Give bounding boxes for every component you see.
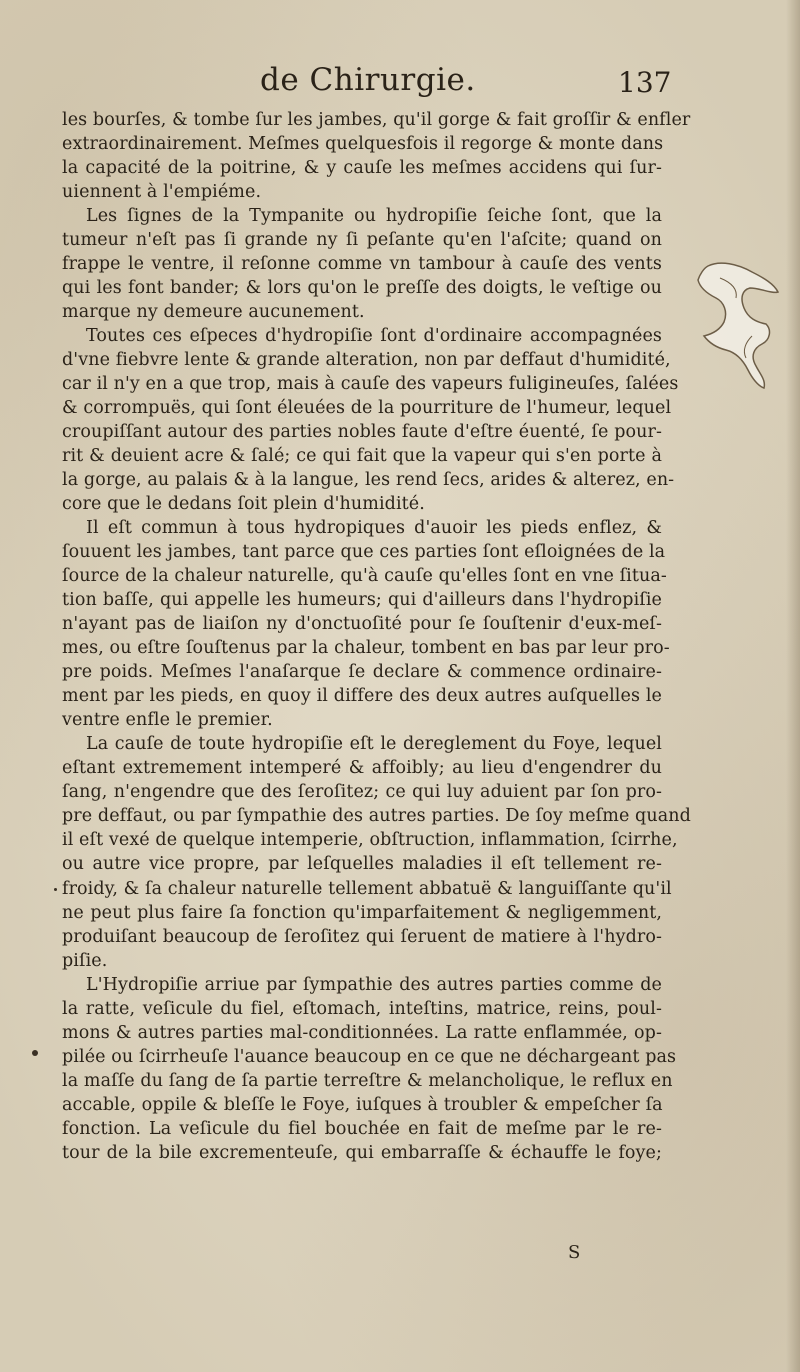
running-head-title: de Chirurgie. <box>260 62 476 98</box>
text-line: mons & autres parties mal-conditionnées. La ratte enflammée, op- <box>62 1022 662 1043</box>
text-line: accable, oppile & bleſſe le Foye, iuſques à troubler & empeſcher ſa <box>62 1094 663 1115</box>
text-line: les bourſes, & tombe ſur les jambes, qu'il gorge & fait groſſir & enfler <box>62 110 691 130</box>
text-line: tumeur n'eſt pas ſi grande ny ſi peſante qu'en l'aſcite; quand on <box>62 230 662 251</box>
signature-mark: S <box>568 1242 581 1263</box>
text-line: Toutes ces eſpeces d'hydropiſie ſont d'ordinaire accompagnées <box>86 326 662 347</box>
text-line: ne peut plus faire ſa fonction qu'imparfaitement & negligemment, <box>62 902 662 923</box>
text-line: frappe le ventre, il reſonne comme vn tambour à cauſe des vents <box>62 254 662 275</box>
text-line: marque ny demeure aucunement. <box>62 302 365 323</box>
text-line: eſtant extremement intemperé & affoibly; au lieu d'engendrer du <box>62 758 662 779</box>
text-line: tion baſſe, qui appelle les humeurs; qui d'ailleurs dans l'hydropiſie <box>62 590 662 611</box>
text-line: La cauſe de toute hydropiſie eſt le dereglement du Foye, lequel <box>86 734 662 755</box>
text-line: extraordinairement. Meſmes quelquesfois il regorge & monte dans <box>62 134 664 155</box>
text-line: mes, ou eſtre ſouſtenus par la chaleur, tombent en bas par leur pro- <box>62 638 670 659</box>
text-line: pilée ou ſcirrheuſe l'auance beaucoup en ce que ne déchargeant pas <box>62 1046 677 1067</box>
text-line: il eſt vexé de quelque intemperie, obſtruction, inflammation, ſcirrhe, <box>62 830 678 851</box>
paper-damage-mark <box>690 258 790 398</box>
text-line: uiennent à l'empiéme. <box>62 182 262 203</box>
text-line: car il n'y en a que trop, mais à cauſe des vapeurs fuligineuſes, ſalées <box>62 374 679 395</box>
text-line: qui les font bander; & lors qu'on le preſſe des doigts, le veſtige ou <box>62 278 662 299</box>
text-line: la maſſe du ſang de ſa partie terreſtre & melancholique, le reflux en <box>62 1070 673 1091</box>
text-line: d'vne fiebvre lente & grande alteration, non par deffaut d'humidité, <box>62 350 671 371</box>
text-line: rit & deuient acre & ſalé; ce qui fait que la vapeur qui s'en porte à <box>62 446 662 467</box>
text-line: & corrompuës, qui ſont éleuées de la pourriture de l'humeur, lequel <box>62 398 672 419</box>
text-line: piſie. <box>62 950 108 971</box>
text-line: Il eſt commun à tous hydropiques d'auoir les pieds enflez, & <box>86 518 662 539</box>
text-line: produiſant beaucoup de ſeroſitez qui ſeruent de matiere à l'hydro- <box>62 926 662 947</box>
text-line: pre deffaut, ou par ſympathie des autres parties. De ſoy meſme quand <box>62 806 691 827</box>
body-text <box>62 108 691 1165</box>
page-number: 137 <box>618 66 672 99</box>
text-line: la capacité de la poitrine, & y cauſe les meſmes accidens qui ſur- <box>62 158 662 179</box>
margin-ink-dot <box>32 1050 38 1056</box>
text-line: ment par les pieds, en quoy il differe des deux autres auſquelles le <box>62 686 662 707</box>
text-line: ou autre vice propre, par leſquelles maladies il eſt tellement re- <box>62 854 662 875</box>
running-head <box>60 62 672 106</box>
text-line: fonction. La veſicule du fiel bouchée en fait de meſme par le re- <box>62 1118 662 1139</box>
text-line: L'Hydropiſie arriue par ſympathie des autres parties comme de <box>86 974 662 995</box>
page-edge-shadow <box>786 0 800 1372</box>
text-line: ventre enfle le premier. <box>62 710 273 731</box>
text-line: ſouuent les jambes, tant parce que ces parties ſont eſloignées de la <box>62 542 666 563</box>
text-line: ſource de la chaleur naturelle, qu'à cauſe qu'elles ſont en vne ſitua- <box>62 566 667 587</box>
margin-ink-dot <box>54 888 57 891</box>
text-line: tour de la bile excrementeuſe, qui embarraſſe & échauffe le foye; <box>62 1142 662 1163</box>
text-line: core que le dedans ſoit plein d'humidité. <box>62 494 425 515</box>
text-line: n'ayant pas de liaiſon ny d'onctuoſité pour ſe ſouſtenir d'eux-meſ- <box>62 614 662 635</box>
text-line: Les ſignes de la Tympanite ou hydropiſie ſeiche ſont, que la <box>86 206 662 227</box>
text-line: pre poids. Meſmes l'anaſarque ſe declare & commence ordinaire- <box>62 662 662 683</box>
text-line: ſang, n'engendre que des ſeroſitez; ce qui luy aduient par ſon pro- <box>62 782 662 803</box>
text-line: la ratte, veſicule du fiel, eſtomach, inteſtins, matrice, reins, poul- <box>62 998 662 1019</box>
text-line: croupiſſant autour des parties nobles faute d'eſtre éuenté, ſe pour- <box>62 422 662 443</box>
text-line: la gorge, au palais & à la langue, les rend ſecs, arides & alterez, en- <box>62 470 675 491</box>
text-line: froidy, & ſa chaleur naturelle tellement abbatuë & languiſſante qu'il <box>62 878 672 899</box>
